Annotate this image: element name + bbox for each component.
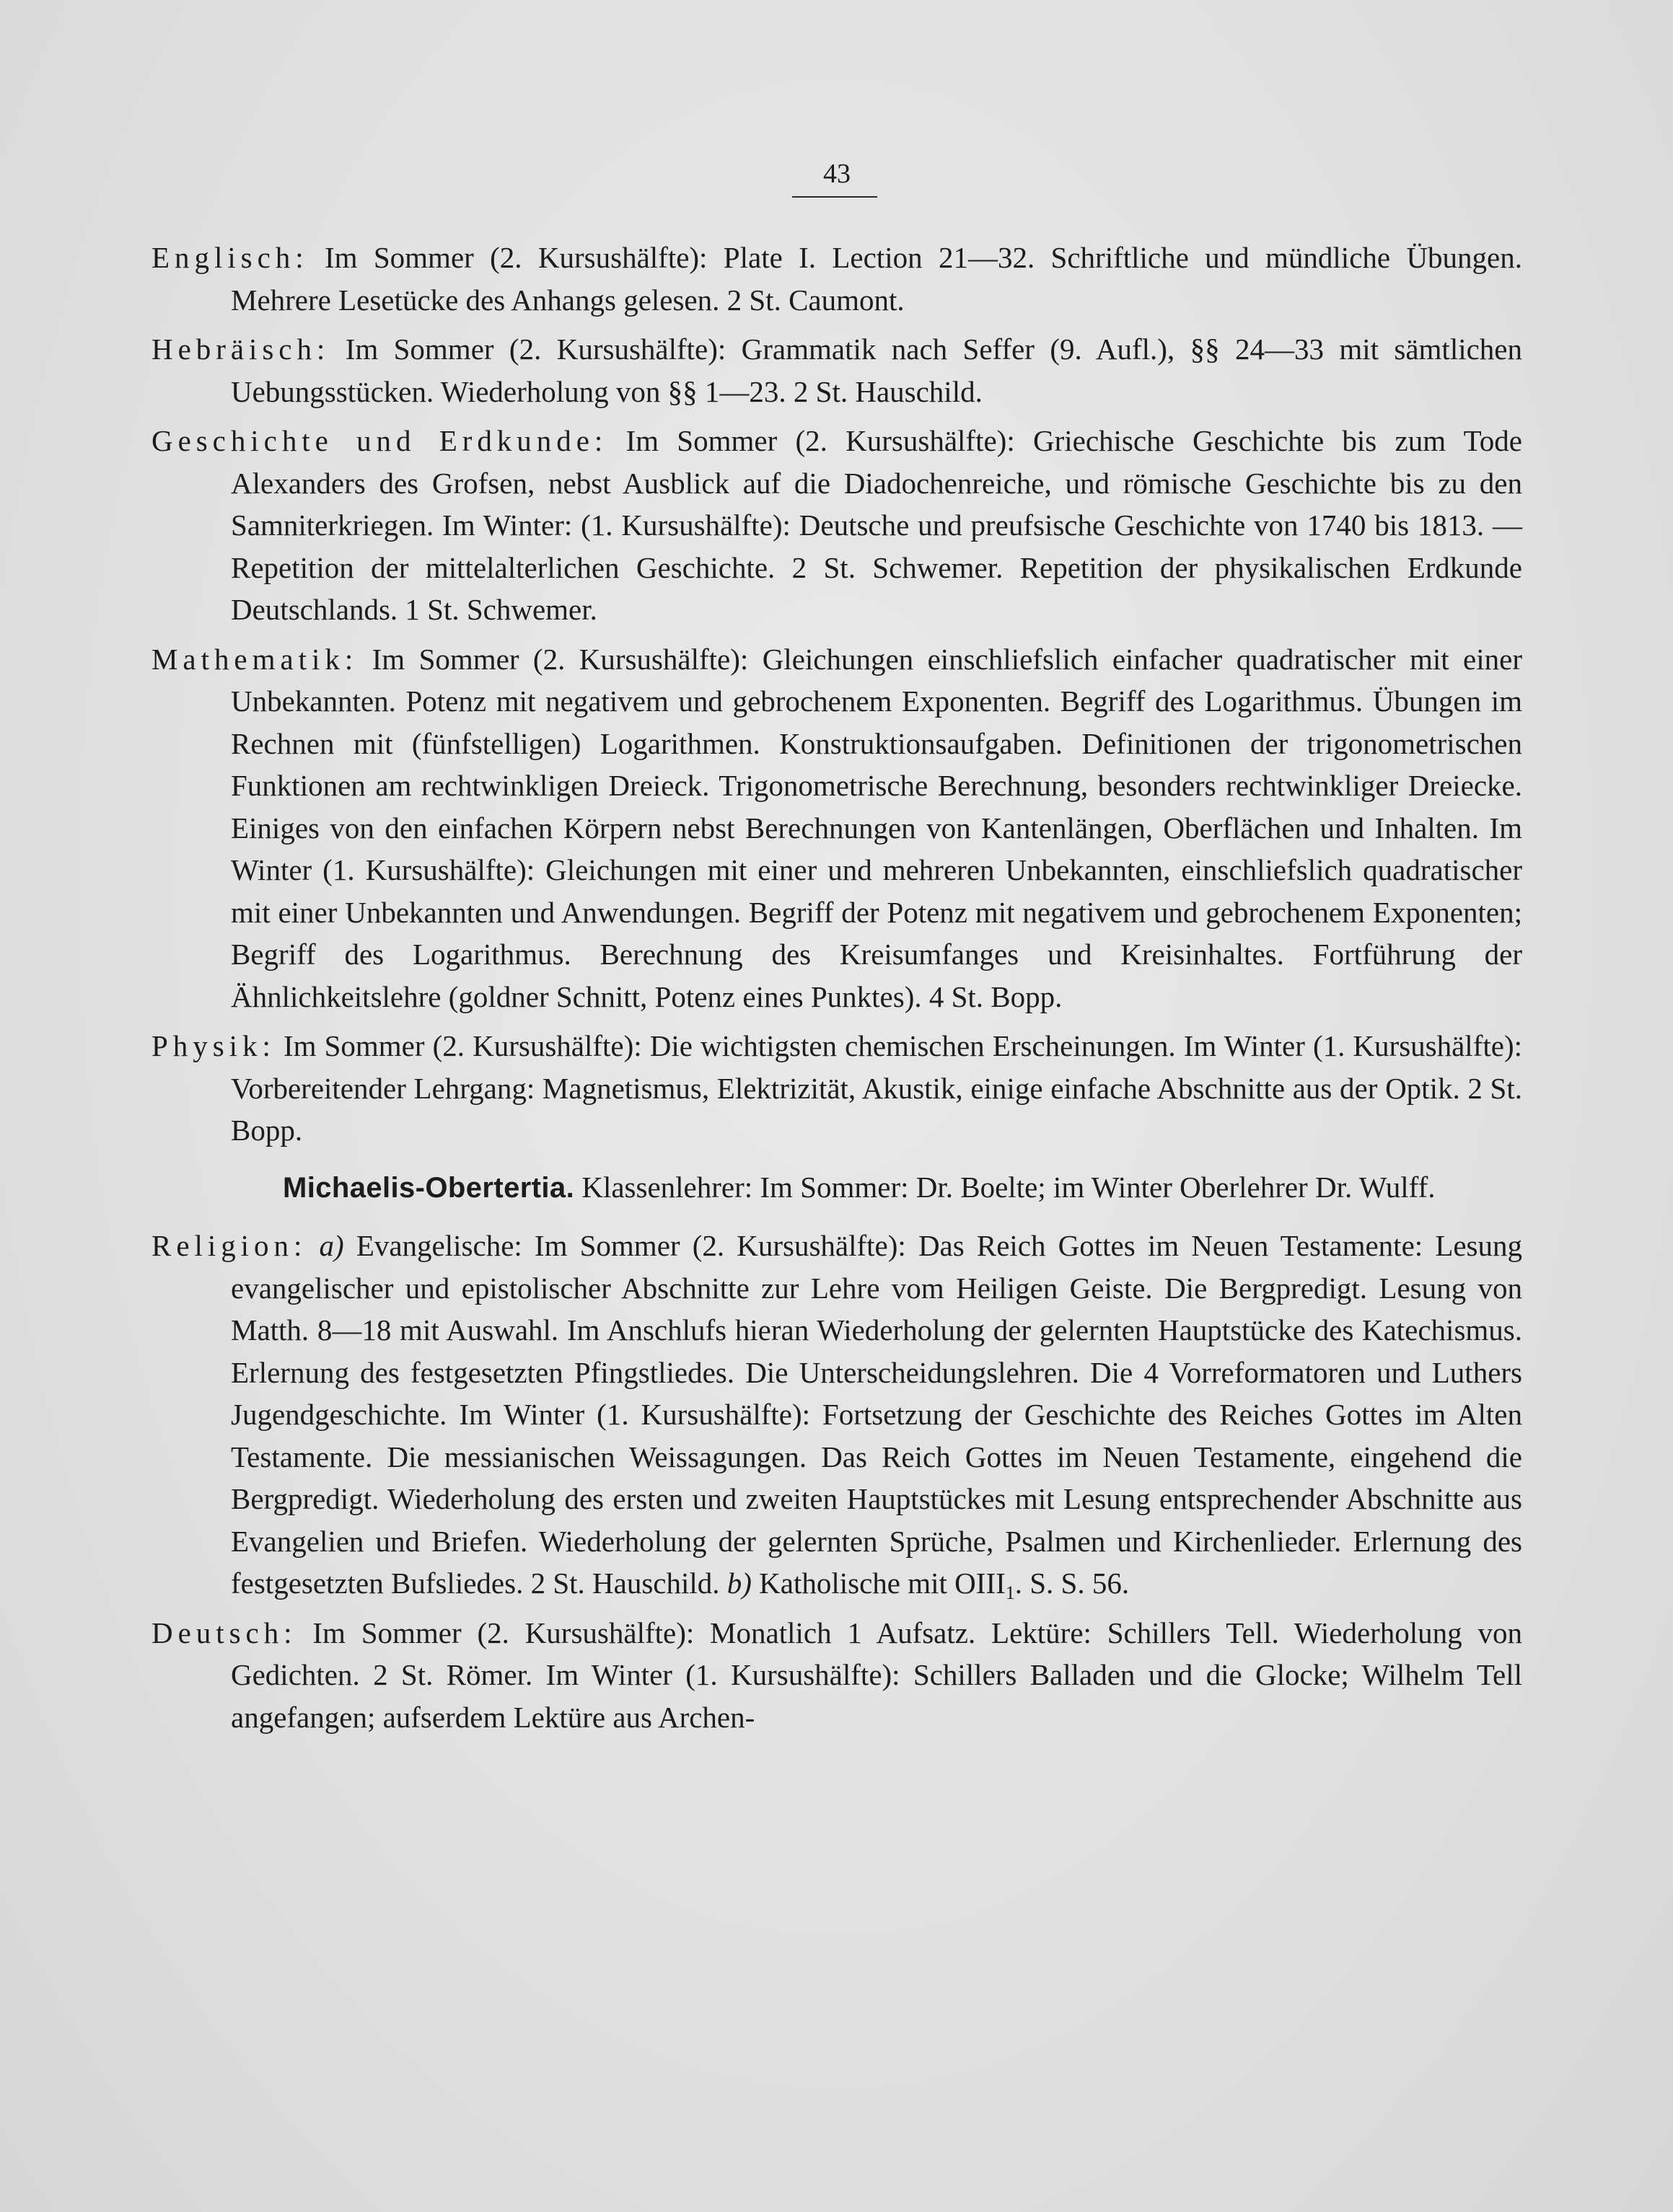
class-reference: Katholische mit OIII	[759, 1567, 1006, 1600]
subject-heading: Religion:	[152, 1229, 307, 1262]
paragraph-mathematik	[152, 638, 1522, 1018]
page-number-rule	[792, 196, 877, 198]
paragraph-text: Im Sommer (2. Kursushälfte): Die wichtigsten chemischen Erscheinungen. Im Winter (1. Kursushälfte): Vorbereitender Lehrgang: Magnetismus, Elektrizität, Akustik, einige einfache Abschnitte aus der Optik. 2 St. Bopp.	[231, 1029, 1522, 1147]
subject-heading: Hebräisch:	[152, 332, 330, 366]
subject-heading: Mathematik:	[152, 642, 359, 676]
class-section-header	[152, 1166, 1522, 1209]
section-text: Klassenlehrer: Im Sommer: Dr. Boelte; im Winter Oberlehrer Dr. Wulff.	[581, 1170, 1436, 1204]
paragraph-text: Im Sommer (2. Kursushälfte): Monatlich 1 Aufsatz. Lektüre: Schillers Tell. Wiederholung von Gedichten. 2 St. Römer. Im Winter (1. Kursushälfte): Schillers Balladen und die Glocke; Wilhelm Tell angefangen; aufserdem Lektüre aus Archen-	[231, 1616, 1523, 1734]
page-body	[152, 237, 1522, 1745]
paragraph-text-b	[759, 1567, 1130, 1603]
paragraph-geschichte	[152, 420, 1522, 631]
paragraph-text: Im Sommer (2. Kursushälfte): Plate I. Lection 21—32. Schriftliche und mündliche Übungen. Mehrere Lesetücke des Anhangs gelesen. 2 St. Caumont.	[231, 241, 1523, 317]
class-reference-subscript: 1	[1005, 1582, 1015, 1603]
paragraph-text: Im Sommer (2. Kursushälfte): Griechische Geschichte bis zum Tode Alexanders des Grofsen, nebst Ausblick auf die Diadochenreiche, und römische Geschichte bis zu den Samniterkriegen. Im Winter: (1. Kursushälfte): Deutsche und preufsische Geschichte von 1740 bis 1813. — Repetition der mittelalterlichen Geschichte. 2 St. Schwemer. Repetition der physikalischen Erdkunde Deutschlands. 1 St. Schwemer.	[231, 424, 1523, 626]
paragraph-text: Evangelische: Im Sommer (2. Kursushälfte): Das Reich Gottes im Neuen Testamente: Lesung evangelischer und epistolischer Abschnitte zur Lehre vom Heiligen Geiste. Die Bergpredigt. Lesung von Matth. 8—18 mit Auswahl. Im Anschlufs hieran Wiederholung der gelernten Hauptstücke des Katechismus. Erlernung des festgesetzten Pfingstliedes. Die Unterscheidungslehren. Die 4 Vorreformatoren und Luthers Jugendgeschichte. Im Winter (1. Kursushälfte): Fortsetzung der Geschichte des Reiches Gottes im Alten Testamente. Die messianischen Weissagungen. Das Reich Gottes im Neuen Testamente, eingehend die Bergpredigt. Wiederholung des ersten und zweiten Hauptstückes mit Lesung entsprechender Abschnitte aus Evangelien und Briefen. Wiederholung der gelernten Sprüche, Psalmen und Kirchenlieder. Erlernung des festgesetzten Bufsliedes. 2 St. Hauschild.	[231, 1229, 1523, 1600]
paragraph-englisch	[152, 237, 1522, 321]
subject-heading: Deutsch:	[152, 1616, 297, 1649]
paragraph-hebraeisch	[152, 328, 1522, 413]
paragraph-deutsch	[152, 1612, 1522, 1739]
subject-heading: Geschichte und Erdkunde:	[152, 424, 608, 457]
paragraph-religion	[152, 1225, 1522, 1605]
paragraph-text: Im Sommer (2. Kursushälfte): Gleichungen einschliefslich einfacher quadratischer mit einer Unbekannten. Potenz mit negativem und gebrochenem Exponenten. Begriff des Logarithmus. Übungen im Rechnen mit (fünfstelligen) Logarithmen. Konstruktionsaufgaben. Definitionen der trigonometrischen Funktionen am rechtwinkligen Dreieck. Trigonometrische Berechnung, besonders rechtwinkliger Dreiecke. Einiges von den einfachen Körpern nebst Berechnungen von Kantenlängen, Oberflächen und Inhalten. Im Winter (1. Kursushälfte): Gleichungen mit einer und mehreren Unbekannten, einschliefslich quadratischer mit einer Unbekannten und Anwendungen. Begriff der Potenz mit negativem und gebrochenem Exponenten; Begriff des Logarithmus. Berechnung des Kreisumfanges und Kreisinhaltes. Fortführung der Ähnlichkeitslehre (goldner Schnitt, Potenz eines Punktes). 4 St. Bopp.	[231, 642, 1523, 1013]
paragraph-text: Im Sommer (2. Kursushälfte): Grammatik nach Seffer (9. Aufl.), §§ 24—33 mit sämtlichen Uebungsstücken. Wiederholung von §§ 1—23. 2 St. Hauschild.	[231, 332, 1523, 408]
page-number: 43	[823, 159, 851, 189]
paragraph-physik	[152, 1025, 1522, 1152]
section-title: Michaelis-Obertertia.	[283, 1171, 575, 1204]
subject-heading: Physik:	[152, 1029, 276, 1062]
page-reference: . S. S. 56.	[1014, 1567, 1130, 1600]
subject-heading: Englisch:	[152, 241, 309, 274]
list-marker-b: b)	[726, 1567, 752, 1600]
list-marker-a: a)	[319, 1229, 344, 1262]
